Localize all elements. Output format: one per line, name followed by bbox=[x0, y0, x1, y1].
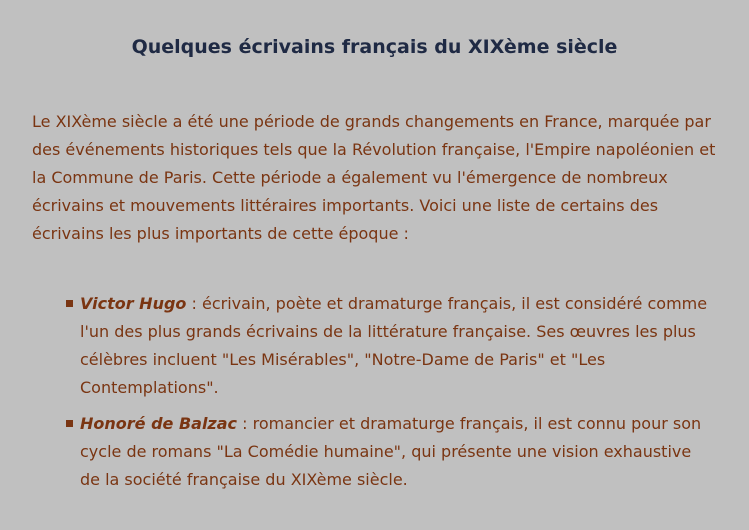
writer-name: Victor Hugo bbox=[80, 294, 187, 313]
writer-list bbox=[64, 290, 714, 502]
writer-name: Honoré de Balzac bbox=[80, 414, 238, 433]
list-item-victor-hugo bbox=[64, 290, 714, 402]
page-title: Quelques écrivains français du XIXème siècle bbox=[131, 36, 618, 58]
writer-description: : romancier et dramaturge français, il est connu pour son cycle de romans "La Comédie humaine", qui présente une vision exhaustive de la société française du XIXème siècle. bbox=[80, 414, 702, 489]
intro-paragraph: Le XIXème siècle a été une période de grands changements en France, marquée par des événements historiques tels que la Révolution française, l'Empire napoléonien et la Commune de Paris. Cette période a également vu l'émergence de nombreux écrivains et mouvements littéraires importants. Voici une liste de certains des écrivains les plus importants de cette époque : bbox=[32, 112, 716, 243]
square-bullet-icon bbox=[66, 420, 73, 427]
list-item-honore-de-balzac bbox=[64, 410, 714, 494]
square-bullet-icon bbox=[66, 300, 73, 307]
writer-description: : écrivain, poète et dramaturge français, il est considéré comme l'un des plus grands écrivains de la littérature française. Ses œuvres les plus célèbres incluent "Les Misérables", "Notre-Dame de Paris" et "Les Contemplations". bbox=[80, 294, 708, 397]
